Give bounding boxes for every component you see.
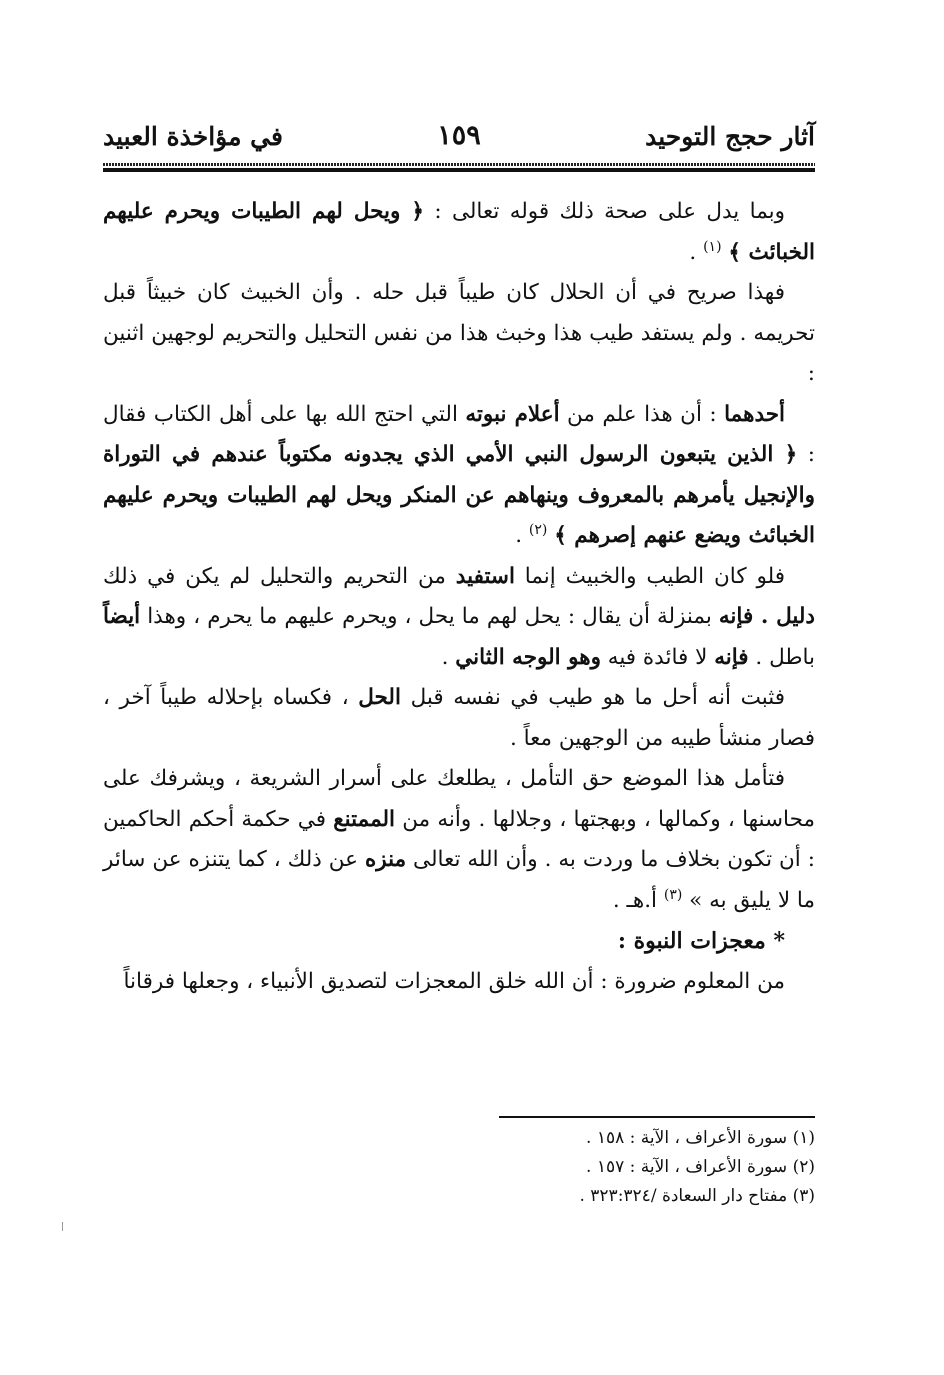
footnote-ref: (٣) — [663, 886, 683, 903]
paragraph — [103, 395, 815, 557]
bold-text: الممتنع — [333, 806, 396, 832]
paragraph-last-line: من المعلوم ضرورة : أن الله خلق المعجزات لتصديق الأنبياء ، وجعلها فرقاناً — [123, 968, 785, 994]
text-run: : أن هذا علم من — [559, 401, 725, 427]
footnote-item: (٢) سورة الأعراف ، الآية : ١٥٧ . — [586, 1157, 815, 1177]
text-run: فلو كان الطيب والخبيث إنما — [514, 563, 785, 589]
bold-text: منزه — [364, 847, 407, 872]
text-run: التي احتج الله بها على أهل الكتاب فقال : — [103, 401, 815, 467]
text-run: . — [515, 523, 529, 548]
bold-text: استفيد — [455, 563, 515, 589]
text-run: أ.هـ . — [612, 887, 664, 913]
footnote-ref: (٢) — [528, 522, 548, 538]
bold-text: أيضاً — [103, 604, 141, 629]
page-header — [103, 120, 815, 160]
paragraph — [103, 759, 815, 921]
bold-text: وهو الوجه الثاني — [455, 644, 601, 670]
footnote-ref: (١) — [703, 238, 722, 255]
footnote-item: (١) سورة الأعراف ، الآية : ١٥٨ . — [586, 1128, 815, 1148]
footnote-item: (٣) مفتاح دار السعادة /٣٢٣:٣٢٤ . — [579, 1186, 815, 1206]
paragraph — [103, 557, 815, 679]
bold-text: ﴿ ويحل لهم الطيبات ويحرم عليهم الخبائث ﴾ — [103, 199, 815, 265]
section-title: في مؤاخذة العبيد — [103, 122, 283, 151]
paragraph — [103, 678, 815, 759]
text-run: فهذا صريح في أن الحلال كان طيباً قبل حله . وأن الخبيث كان خبيثاً قبل تحريمه . ولم يستفد طيب هذا وخبث هذا من نفس التحليل والتحريم لوجهين اثنين : — [103, 280, 815, 386]
book-title: آثار حجج التوحيد — [645, 122, 815, 151]
header-rule-solid — [103, 168, 815, 172]
bold-text: الحل — [358, 685, 401, 710]
bold-text: دليل . فإنه — [718, 604, 815, 629]
text-run: في حكمة أحكم الحاكمين : أن تكون بخلاف ما وردت به . وأن الله تعالى — [103, 806, 815, 872]
text-run: فثبت أنه أحل ما هو طيب في نفسه قبل — [400, 685, 785, 710]
header-rule-dotted — [103, 163, 815, 166]
text-run: وبما يدل على صحة ذلك قوله تعالى : — [423, 199, 785, 224]
text-run: فتأمل هذا الموضع حق التأمل ، يطلعك على أسرار الشريعة ، ويشرفك على محاسنها ، وكمالها ، وبهجتها ، وجلالها . وأنه من — [103, 766, 815, 832]
text-run: . — [441, 644, 456, 670]
paragraph — [103, 273, 815, 395]
page-number: ١٥٩ — [437, 120, 481, 151]
section-heading: * معجزات النبوة : — [617, 928, 785, 954]
main-text — [103, 192, 815, 1002]
bold-text: ﴿ الذين يتبعون الرسول النبي الأمي الذي يجدونه مكتوباً عندهم في التوراة والإنجيل يأمرهم بالمعروف وينهاهم عن المنكر ويحل لهم الطيبات ويحرم عليهم الخبائث ويضع عنهم إصرهم ﴾ — [103, 442, 815, 548]
text-run: من التحريم والتحليل لم يكن في ذلك — [103, 563, 456, 589]
scan-mark — [62, 1222, 63, 1231]
text-run: ، فكساه بإحلاله طيباً آخر ، فصار منشأ طيبه من الوجهين معاً . — [103, 685, 815, 751]
footnotes — [103, 1124, 815, 1211]
text-run: بمنزلة أن يقال : يحل لهم ما يحل ، ويحرم عليهم ما يحرم ، وهذا — [140, 604, 719, 629]
text-run: . — [689, 239, 704, 265]
footnote-rule — [499, 1116, 815, 1118]
bold-text: فإنه — [714, 644, 749, 670]
text-run: عن ذلك ، كما يتنزه عن سائر ما لا يليق به » — [103, 847, 815, 913]
text-run: لا فائدة فيه — [600, 644, 715, 670]
text-run: باطل . — [748, 644, 815, 670]
paragraph — [103, 192, 815, 273]
bold-text: أحدهما — [724, 401, 785, 427]
bold-text: أعلام نبوته — [465, 401, 560, 427]
